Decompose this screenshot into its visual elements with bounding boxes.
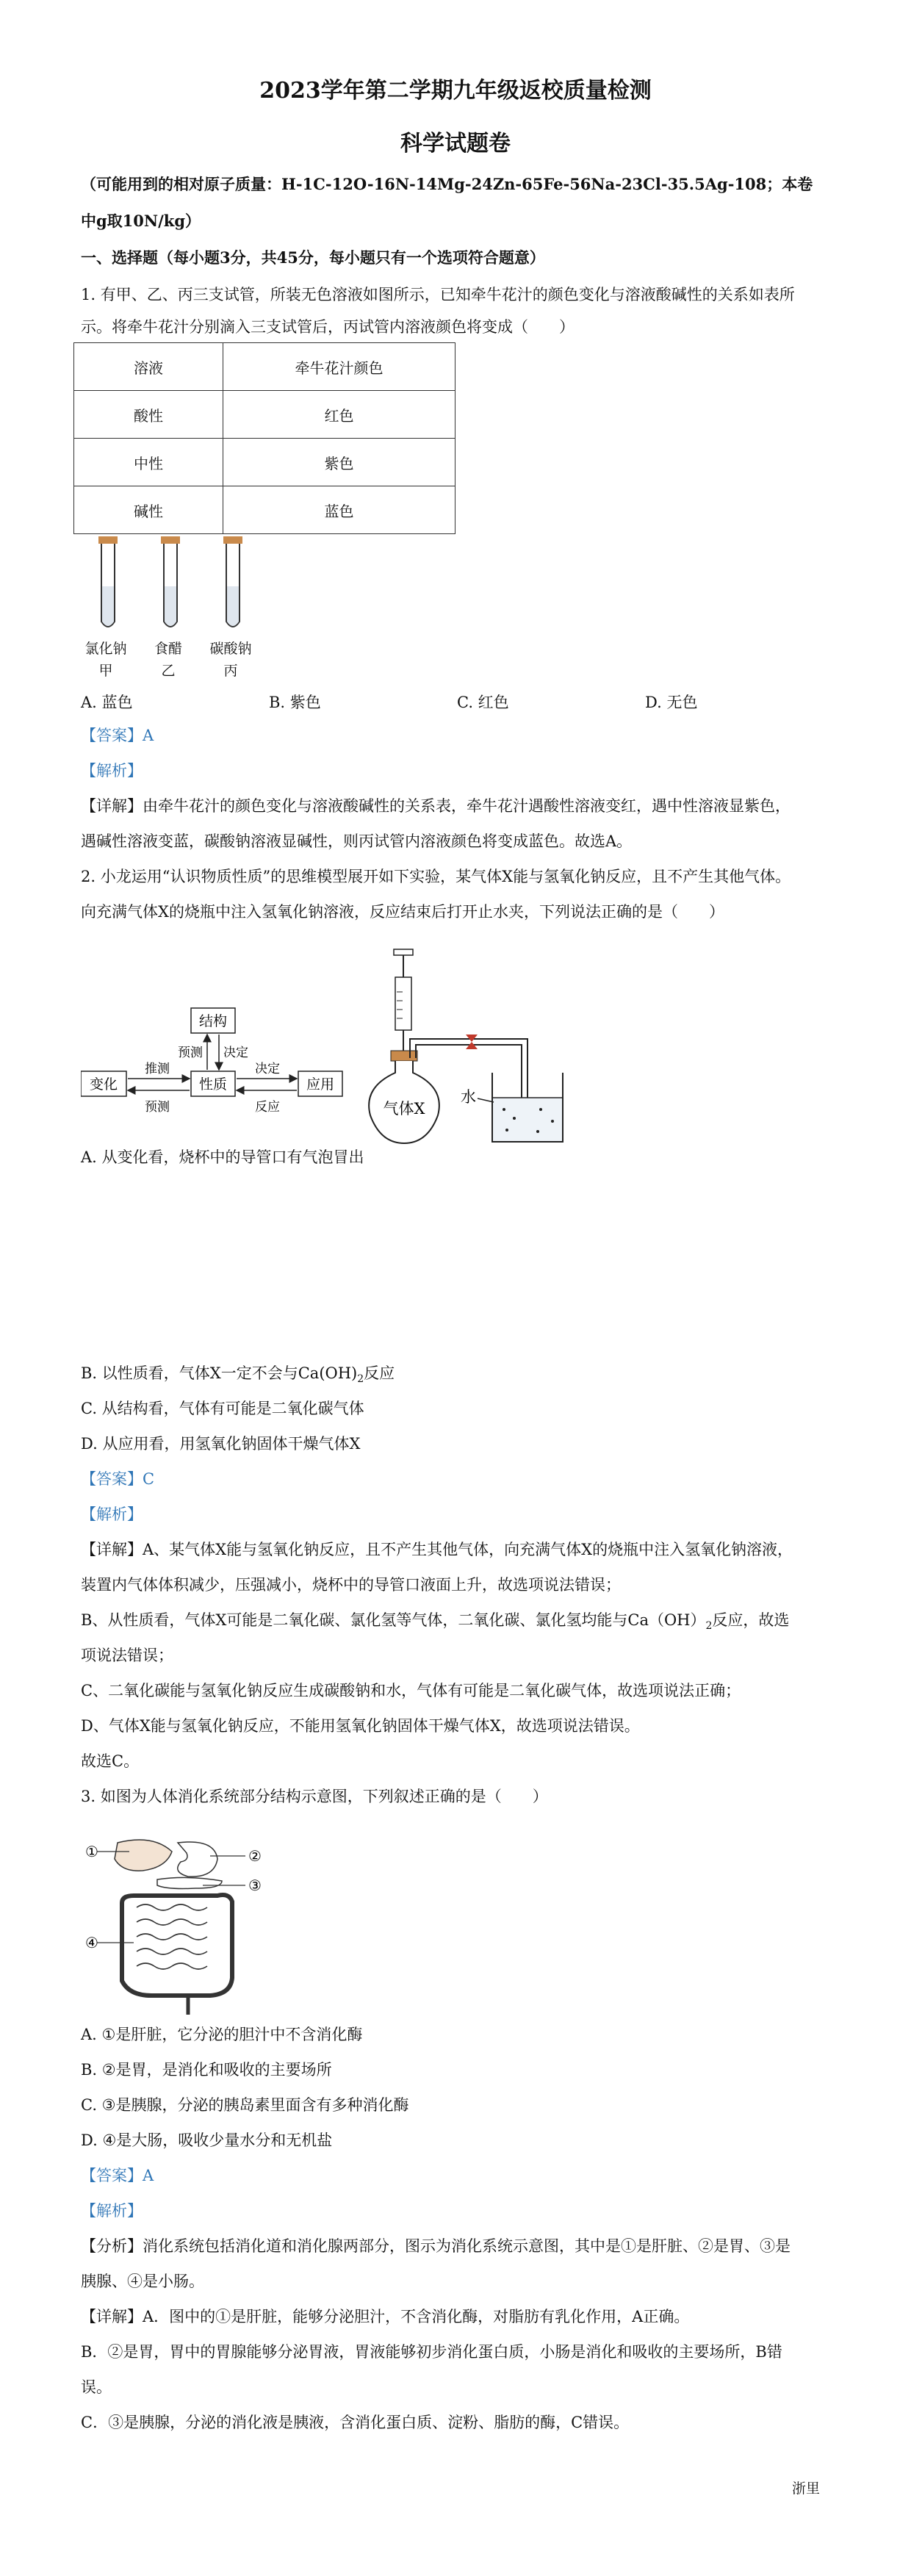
q2-option-b-subscript: 2 bbox=[357, 1373, 364, 1386]
q1-color-table bbox=[73, 342, 455, 534]
q2-detail-line-1: 【详解】A、某气体X能与氢氧化钠反应，且不产生其他气体，向充满气体X的烧瓶中注入氢氧化钠溶液， bbox=[81, 1541, 793, 1558]
table-cell: 红色 bbox=[223, 391, 455, 439]
q2-option-b-tail: 反应 bbox=[364, 1364, 395, 1382]
property-label: 性质 bbox=[198, 1076, 228, 1093]
q2-stem-line-1: 2. 小龙运用“认识物质性质”的思维模型展开如下实验，某气体X能与氢氧化钠反应，且不产生其他气体。 bbox=[81, 868, 791, 885]
q2-detail-line-6: D、气体X能与氢氧化钠反应，不能用氢氧化钠固体干燥气体X，故选项说法错误。 bbox=[81, 1717, 640, 1735]
q3-option-a: A. ①是肝脏，它分泌的胆汁中不含消化酶 bbox=[81, 2026, 363, 2043]
tube-label-tag: 乙 bbox=[161, 663, 176, 679]
table-cell: 中性 bbox=[74, 439, 223, 486]
predict-lower-label: 预测 bbox=[145, 1100, 170, 1115]
tube-label-tag: 甲 bbox=[98, 663, 113, 679]
digestive-system-diagram bbox=[85, 1834, 291, 2018]
predict-label: 预测 bbox=[178, 1046, 203, 1060]
q2-analysis-tag: 【解析】 bbox=[81, 1505, 143, 1523]
change-label: 变化 bbox=[89, 1076, 118, 1093]
large-intestine-icon bbox=[122, 1895, 232, 1996]
water-label: 水 bbox=[461, 1088, 476, 1106]
test-tube-icon bbox=[98, 536, 118, 627]
test-tube-icon bbox=[161, 536, 180, 627]
table-cell: 酸性 bbox=[74, 391, 223, 439]
thinking-model-diagram bbox=[81, 999, 360, 1132]
q1-option-b: B. 紫色 bbox=[269, 694, 321, 711]
flask-apparatus-illustration bbox=[367, 948, 749, 1146]
structure-label: 结构 bbox=[198, 1013, 228, 1029]
q3-option-d: D. ④是大肠，吸收少量水分和无机盐 bbox=[81, 2131, 333, 2149]
q3-analysis-tag: 【解析】 bbox=[81, 2202, 143, 2220]
q2-option-b bbox=[81, 1362, 838, 1390]
table-cell: 蓝色 bbox=[223, 486, 455, 534]
table-row bbox=[74, 486, 455, 534]
table-row bbox=[74, 391, 455, 439]
syringe-icon bbox=[395, 977, 411, 1030]
marker-1: ① bbox=[85, 1843, 98, 1860]
exam-subtitle: 科学试题卷 bbox=[400, 131, 511, 156]
q1-option-c: C. 红色 bbox=[457, 694, 509, 711]
tube-label-name: 食醋 bbox=[154, 641, 182, 657]
q2-detail-line-2: 装置内气体体积减少，压强减小，烧杯中的导管口液面上升，故选项说法错误； bbox=[81, 1576, 621, 1594]
marker-2: ② bbox=[248, 1847, 262, 1865]
react-label: 反应 bbox=[255, 1100, 280, 1115]
table-row bbox=[74, 343, 455, 391]
q3-detail-line-3: 误。 bbox=[81, 2378, 112, 2396]
q3-stem: 3. 如图为人体消化系统部分结构示意图，下列叙述正确的是（ ） bbox=[81, 1788, 548, 1805]
q2-stem-line-2: 向充满气体X的烧瓶中注入氢氧化钠溶液，反应结束后打开止水夹，下列说法正确的是（ ） bbox=[81, 903, 724, 921]
q1-option-a: A. 蓝色 bbox=[81, 694, 133, 711]
q2-detail-line-3-subscript: 2 bbox=[705, 1620, 713, 1633]
q2-detail-line-4: 项说法错误； bbox=[81, 1647, 173, 1664]
table-cell: 紫色 bbox=[223, 439, 455, 486]
pancreas-icon bbox=[157, 1877, 222, 1888]
atomic-mass-line-1: （可能用到的相对原子质量：H-1C-12O-16N-14Mg-24Zn-65Fe-56Na-23Cl-35.5Ag-108；本卷 bbox=[81, 175, 813, 193]
table-header-cell: 牵牛花汁颜色 bbox=[223, 343, 455, 391]
q2-detail-line-3 bbox=[81, 1609, 838, 1637]
q1-stem-line-1: 1. 有甲、乙、丙三支试管，所装无色溶液如图所示，已知牵牛花汁的颜色变化与溶液酸碱性的关系如表所 bbox=[81, 286, 795, 303]
exam-title: 2023学年第二学期九年级返校质量检测 bbox=[259, 78, 652, 104]
test-tube-icon bbox=[223, 536, 242, 627]
table-header-cell: 溶液 bbox=[74, 343, 223, 391]
q2-answer: 【答案】C bbox=[81, 1470, 155, 1488]
q1-detail-line-1: 【详解】由牵牛花汁的颜色变化与溶液酸碱性的关系表，牵牛花汁遇酸性溶液变红，遇中性溶液显紫色， bbox=[81, 797, 791, 815]
q2-detail-line-5: C、二氧化碳能与氢氧化钠反应生成碳酸钠和水，气体有可能是二氧化碳气体，故选项说法正确； bbox=[81, 1682, 741, 1699]
test-tubes-illustration bbox=[81, 535, 272, 638]
tube-label-tag: 丙 bbox=[223, 663, 238, 679]
q3-answer: 【答案】A bbox=[81, 2167, 154, 2184]
tube-label-name: 氯化钠 bbox=[84, 641, 127, 657]
q1-detail-line-2: 遇碱性溶液变蓝，碳酸钠溶液显碱性，则丙试管内溶液颜色将变成蓝色。故选A。 bbox=[81, 832, 633, 850]
q2-detail-line-7: 故选C。 bbox=[81, 1752, 140, 1770]
q3-detail-line-1: 【详解】A．图中的①是肝脏，能够分泌胆汁，不含消化酶，对脂肪有乳化作用，A正确。 bbox=[81, 2308, 690, 2325]
atomic-mass-line-2: 中g取10N/kg） bbox=[81, 212, 201, 230]
stomach-icon bbox=[178, 1842, 217, 1877]
tube-label-name: 碳酸钠 bbox=[209, 641, 252, 657]
q1-answer: 【答案】A bbox=[81, 727, 154, 744]
decide-label: 决定 bbox=[223, 1046, 248, 1060]
q3-detail-line-4: C．③是胰腺，分泌的消化液是胰液，含消化蛋白质、淀粉、脂肪的酶，C错误。 bbox=[81, 2414, 630, 2431]
q3-option-c: C. ③是胰腺，分泌的胰岛素里面含有多种消化酶 bbox=[81, 2096, 409, 2114]
q2-option-c: C. 从结构看，气体有可能是二氧化碳气体 bbox=[81, 1400, 364, 1417]
table-cell: 碱性 bbox=[74, 486, 223, 534]
marker-4: ④ bbox=[85, 1934, 98, 1951]
q1-analysis-tag: 【解析】 bbox=[81, 762, 143, 780]
q2-detail-line-3-tail: 反应，故选 bbox=[712, 1611, 790, 1629]
infer-label: 推测 bbox=[145, 1062, 170, 1076]
q2-option-d: D. 从应用看，用氢氧化钠固体干燥气体X bbox=[81, 1435, 361, 1453]
q1-option-d: D. 无色 bbox=[645, 694, 698, 711]
q2-option-b-text: B. 以性质看，气体X一定不会与Ca(OH) bbox=[81, 1364, 358, 1382]
liver-icon bbox=[115, 1840, 172, 1871]
q3-detail-line-2: B．②是胃，胃中的胃腺能够分泌胃液，胃液能够初步消化蛋白质，小肠是消化和吸收的主要场所，B错 bbox=[81, 2343, 782, 2361]
decide-right-label: 决定 bbox=[255, 1062, 280, 1076]
section-heading: 一、选择题（每小题3分，共45分，每小题只有一个选项符合题意） bbox=[81, 248, 545, 267]
q3-option-b: B. ②是胃，是消化和吸收的主要场所 bbox=[81, 2061, 332, 2079]
small-intestine-icon bbox=[137, 1904, 207, 1969]
q3-analysis-line-2: 胰腺、④是小肠。 bbox=[81, 2273, 204, 2290]
application-label: 应用 bbox=[306, 1076, 335, 1093]
footer-mark: 浙里 bbox=[792, 2480, 821, 2497]
marker-3: ③ bbox=[248, 1877, 262, 1894]
q1-stem-line-2: 示。将牵牛花汁分别滴入三支试管后，丙试管内溶液颜色将变成（ ） bbox=[81, 318, 575, 336]
gas-x-label: 气体X bbox=[383, 1100, 425, 1118]
q3-analysis-line-1: 【分析】消化系统包括消化道和消化腺两部分，图示为消化系统示意图，其中是①是肝脏、②是胃、③是 bbox=[81, 2237, 791, 2255]
q2-detail-line-3-text: B、从性质看，气体X可能是二氧化碳、氯化氢等气体，二氧化碳、氯化氢均能与Ca（OH） bbox=[81, 1611, 706, 1629]
q2-option-a: A. 从变化看，烧杯中的导管口有气泡冒出 bbox=[81, 1148, 364, 1166]
table-row bbox=[74, 439, 455, 486]
